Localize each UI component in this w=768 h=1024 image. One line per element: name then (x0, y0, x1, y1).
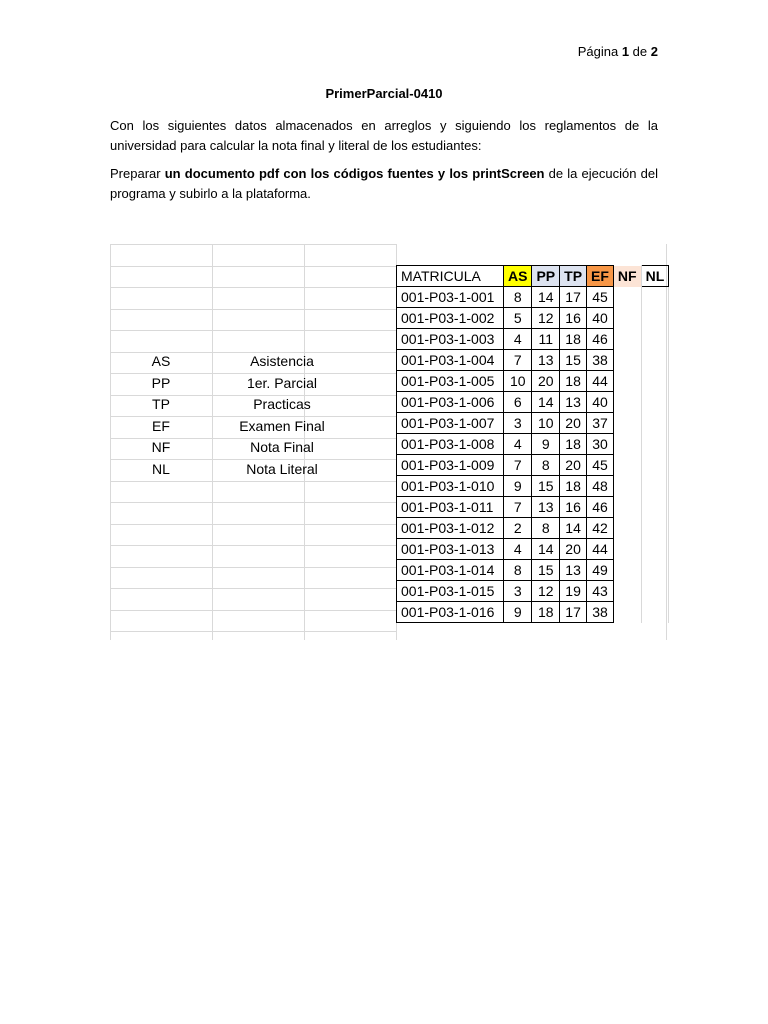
empty-cell (641, 581, 669, 602)
empty-cell (641, 350, 669, 371)
page-label: Página (577, 44, 619, 59)
instructions-part2: de la ejecución del programa y subirlo a la plataforma. (110, 166, 658, 201)
gridline (110, 309, 396, 310)
grade-cell: 20 (532, 371, 560, 392)
grade-cell: 12 (532, 581, 560, 602)
grade-cell: 3 (504, 581, 532, 602)
legend-name: Nota Final (250, 439, 314, 455)
empty-cell (613, 518, 641, 539)
grade-cell: 10 (532, 413, 560, 434)
header-nf: NF (613, 266, 641, 287)
empty-cell (641, 329, 669, 350)
empty-cell (641, 476, 669, 497)
empty-cell (613, 602, 641, 623)
table-row (397, 560, 669, 581)
page-of: de (632, 44, 648, 59)
grade-cell: 14 (532, 392, 560, 413)
grade-cell: 15 (532, 560, 560, 581)
page-number (578, 44, 658, 59)
grade-cell: 7 (504, 497, 532, 518)
header-nl: NL (641, 266, 669, 287)
grade-cell: 15 (560, 350, 587, 371)
grade-cell: 8 (532, 518, 560, 539)
table-row (397, 434, 669, 455)
grades-table (396, 265, 669, 623)
matricula-cell: 001-P03-1-015 (397, 581, 504, 602)
header-ef: EF (587, 266, 614, 287)
gridline (110, 330, 396, 331)
legend-name: 1er. Parcial (246, 374, 318, 391)
grade-cell: 18 (560, 371, 587, 392)
grade-cell: 30 (587, 434, 614, 455)
header-tp: TP (560, 266, 587, 287)
grade-cell: 4 (504, 329, 532, 350)
grade-cell: 16 (560, 308, 587, 329)
table-row (397, 329, 669, 350)
table-row (397, 476, 669, 497)
gridline (110, 502, 396, 503)
legend-name: Asistencia (250, 353, 314, 369)
page-total: 2 (650, 44, 658, 59)
header-pp: PP (532, 266, 560, 287)
table-header-row (397, 266, 669, 287)
gridline (110, 287, 396, 288)
gridline (110, 266, 396, 267)
grade-cell: 3 (504, 413, 532, 434)
grade-cell: 18 (560, 476, 587, 497)
legend-name: Practicas (253, 396, 311, 412)
table-row (397, 602, 669, 623)
empty-cell (613, 308, 641, 329)
matricula-cell: 001-P03-1-010 (397, 476, 504, 497)
grade-cell: 13 (560, 392, 587, 413)
grade-cell: 8 (532, 455, 560, 476)
matricula-cell: 001-P03-1-011 (397, 497, 504, 518)
gridline (110, 244, 111, 640)
table-row (397, 497, 669, 518)
spreadsheet-area (110, 244, 670, 640)
empty-cell (641, 287, 669, 308)
empty-cell (613, 329, 641, 350)
matricula-cell: 001-P03-1-004 (397, 350, 504, 371)
grade-cell: 8 (504, 287, 532, 308)
gridline (110, 524, 396, 525)
grade-cell: 10 (504, 371, 532, 392)
matricula-cell: 001-P03-1-005 (397, 371, 504, 392)
gridline (110, 481, 396, 482)
grade-cell: 14 (532, 539, 560, 560)
empty-cell (613, 287, 641, 308)
grade-cell: 9 (532, 434, 560, 455)
grade-cell: 2 (504, 518, 532, 539)
grade-cell: 45 (587, 455, 614, 476)
grade-cell: 18 (532, 602, 560, 623)
matricula-cell: 001-P03-1-002 (397, 308, 504, 329)
matricula-cell: 001-P03-1-003 (397, 329, 504, 350)
instructions-paragraph (110, 164, 658, 204)
grade-cell: 13 (560, 560, 587, 581)
table-row (397, 287, 669, 308)
table-row (397, 518, 669, 539)
grade-cell: 7 (504, 350, 532, 371)
matricula-cell: 001-P03-1-001 (397, 287, 504, 308)
table-row (397, 308, 669, 329)
empty-cell (641, 497, 669, 518)
empty-cell (613, 350, 641, 371)
grade-cell: 9 (504, 602, 532, 623)
grade-cell: 20 (560, 455, 587, 476)
table-row (397, 413, 669, 434)
matricula-cell: 001-P03-1-012 (397, 518, 504, 539)
grade-cell: 40 (587, 308, 614, 329)
grade-cell: 20 (560, 539, 587, 560)
empty-cell (641, 308, 669, 329)
legend-code: AS (151, 353, 171, 369)
empty-cell (613, 371, 641, 392)
gridline (110, 588, 396, 589)
table-row (397, 371, 669, 392)
header-as: AS (504, 266, 532, 287)
grade-cell: 7 (504, 455, 532, 476)
empty-cell (641, 518, 669, 539)
grade-cell: 48 (587, 476, 614, 497)
page-current: 1 (621, 44, 630, 59)
grade-cell: 46 (587, 329, 614, 350)
grade-cell: 19 (560, 581, 587, 602)
gridline (110, 244, 396, 245)
empty-cell (641, 434, 669, 455)
empty-cell (613, 539, 641, 560)
gridline (110, 567, 396, 568)
legend-code: TP (152, 396, 170, 412)
grade-cell: 14 (560, 518, 587, 539)
grade-cell: 38 (587, 350, 614, 371)
empty-cell (641, 602, 669, 623)
matricula-cell: 001-P03-1-014 (397, 560, 504, 581)
empty-cell (613, 434, 641, 455)
grade-cell: 16 (560, 497, 587, 518)
table-row (397, 392, 669, 413)
grade-cell: 44 (587, 539, 614, 560)
matricula-cell: 001-P03-1-006 (397, 392, 504, 413)
grade-cell: 6 (504, 392, 532, 413)
legend-name: Examen Final (239, 417, 325, 434)
empty-cell (613, 497, 641, 518)
grade-cell: 14 (532, 287, 560, 308)
empty-cell (641, 392, 669, 413)
empty-cell (613, 455, 641, 476)
grade-cell: 15 (532, 476, 560, 497)
grade-cell: 42 (587, 518, 614, 539)
gridline (110, 545, 396, 546)
table-row (397, 539, 669, 560)
matricula-cell: 001-P03-1-013 (397, 539, 504, 560)
grade-cell: 11 (532, 329, 560, 350)
grade-cell: 9 (504, 476, 532, 497)
empty-cell (641, 455, 669, 476)
grade-cell: 38 (587, 602, 614, 623)
grade-cell: 37 (587, 413, 614, 434)
instructions-bold: un documento pdf con los códigos fuentes y los printScreen (164, 166, 545, 181)
table-row (397, 350, 669, 371)
gridline (110, 631, 396, 632)
legend-code: EF (152, 417, 170, 434)
empty-cell (641, 560, 669, 581)
grade-cell: 46 (587, 497, 614, 518)
matricula-cell: 001-P03-1-008 (397, 434, 504, 455)
grade-cell: 8 (504, 560, 532, 581)
empty-cell (641, 413, 669, 434)
grade-cell: 4 (504, 434, 532, 455)
header-matricula: MATRICULA (397, 266, 504, 287)
grade-cell: 17 (560, 602, 587, 623)
empty-cell (641, 371, 669, 392)
empty-cell (641, 539, 669, 560)
empty-cell (613, 413, 641, 434)
matricula-cell: 001-P03-1-009 (397, 455, 504, 476)
legend-code: PP (151, 374, 171, 391)
grade-cell: 40 (587, 392, 614, 413)
grade-cell: 12 (532, 308, 560, 329)
empty-cell (613, 581, 641, 602)
grade-cell: 18 (560, 329, 587, 350)
empty-cell (613, 392, 641, 413)
grade-cell: 18 (560, 434, 587, 455)
grade-cell: 5 (504, 308, 532, 329)
empty-cell (613, 560, 641, 581)
gridline (110, 610, 396, 611)
intro-paragraph: Con los siguientes datos almacenados en arreglos y siguiendo los reglamentos de la universidad para calcular la nota final y literal de los estudiantes: (110, 118, 658, 153)
matricula-cell: 001-P03-1-016 (397, 602, 504, 623)
table-row (397, 455, 669, 476)
grade-cell: 43 (587, 581, 614, 602)
matricula-cell: 001-P03-1-007 (397, 413, 504, 434)
legend-name: Nota Literal (246, 460, 318, 477)
grade-cell: 20 (560, 413, 587, 434)
legend-code: NL (152, 460, 170, 477)
instructions-part1: Preparar (110, 166, 165, 181)
grade-cell: 44 (587, 371, 614, 392)
document-title: PrimerParcial-0410 (325, 86, 443, 101)
grade-cell: 13 (532, 497, 560, 518)
grade-cell: 45 (587, 287, 614, 308)
grade-cell: 13 (532, 350, 560, 371)
grade-cell: 49 (587, 560, 614, 581)
grade-cell: 4 (504, 539, 532, 560)
grade-cell: 17 (560, 287, 587, 308)
table-row (397, 581, 669, 602)
legend-code: NF (151, 439, 171, 455)
empty-cell (613, 476, 641, 497)
